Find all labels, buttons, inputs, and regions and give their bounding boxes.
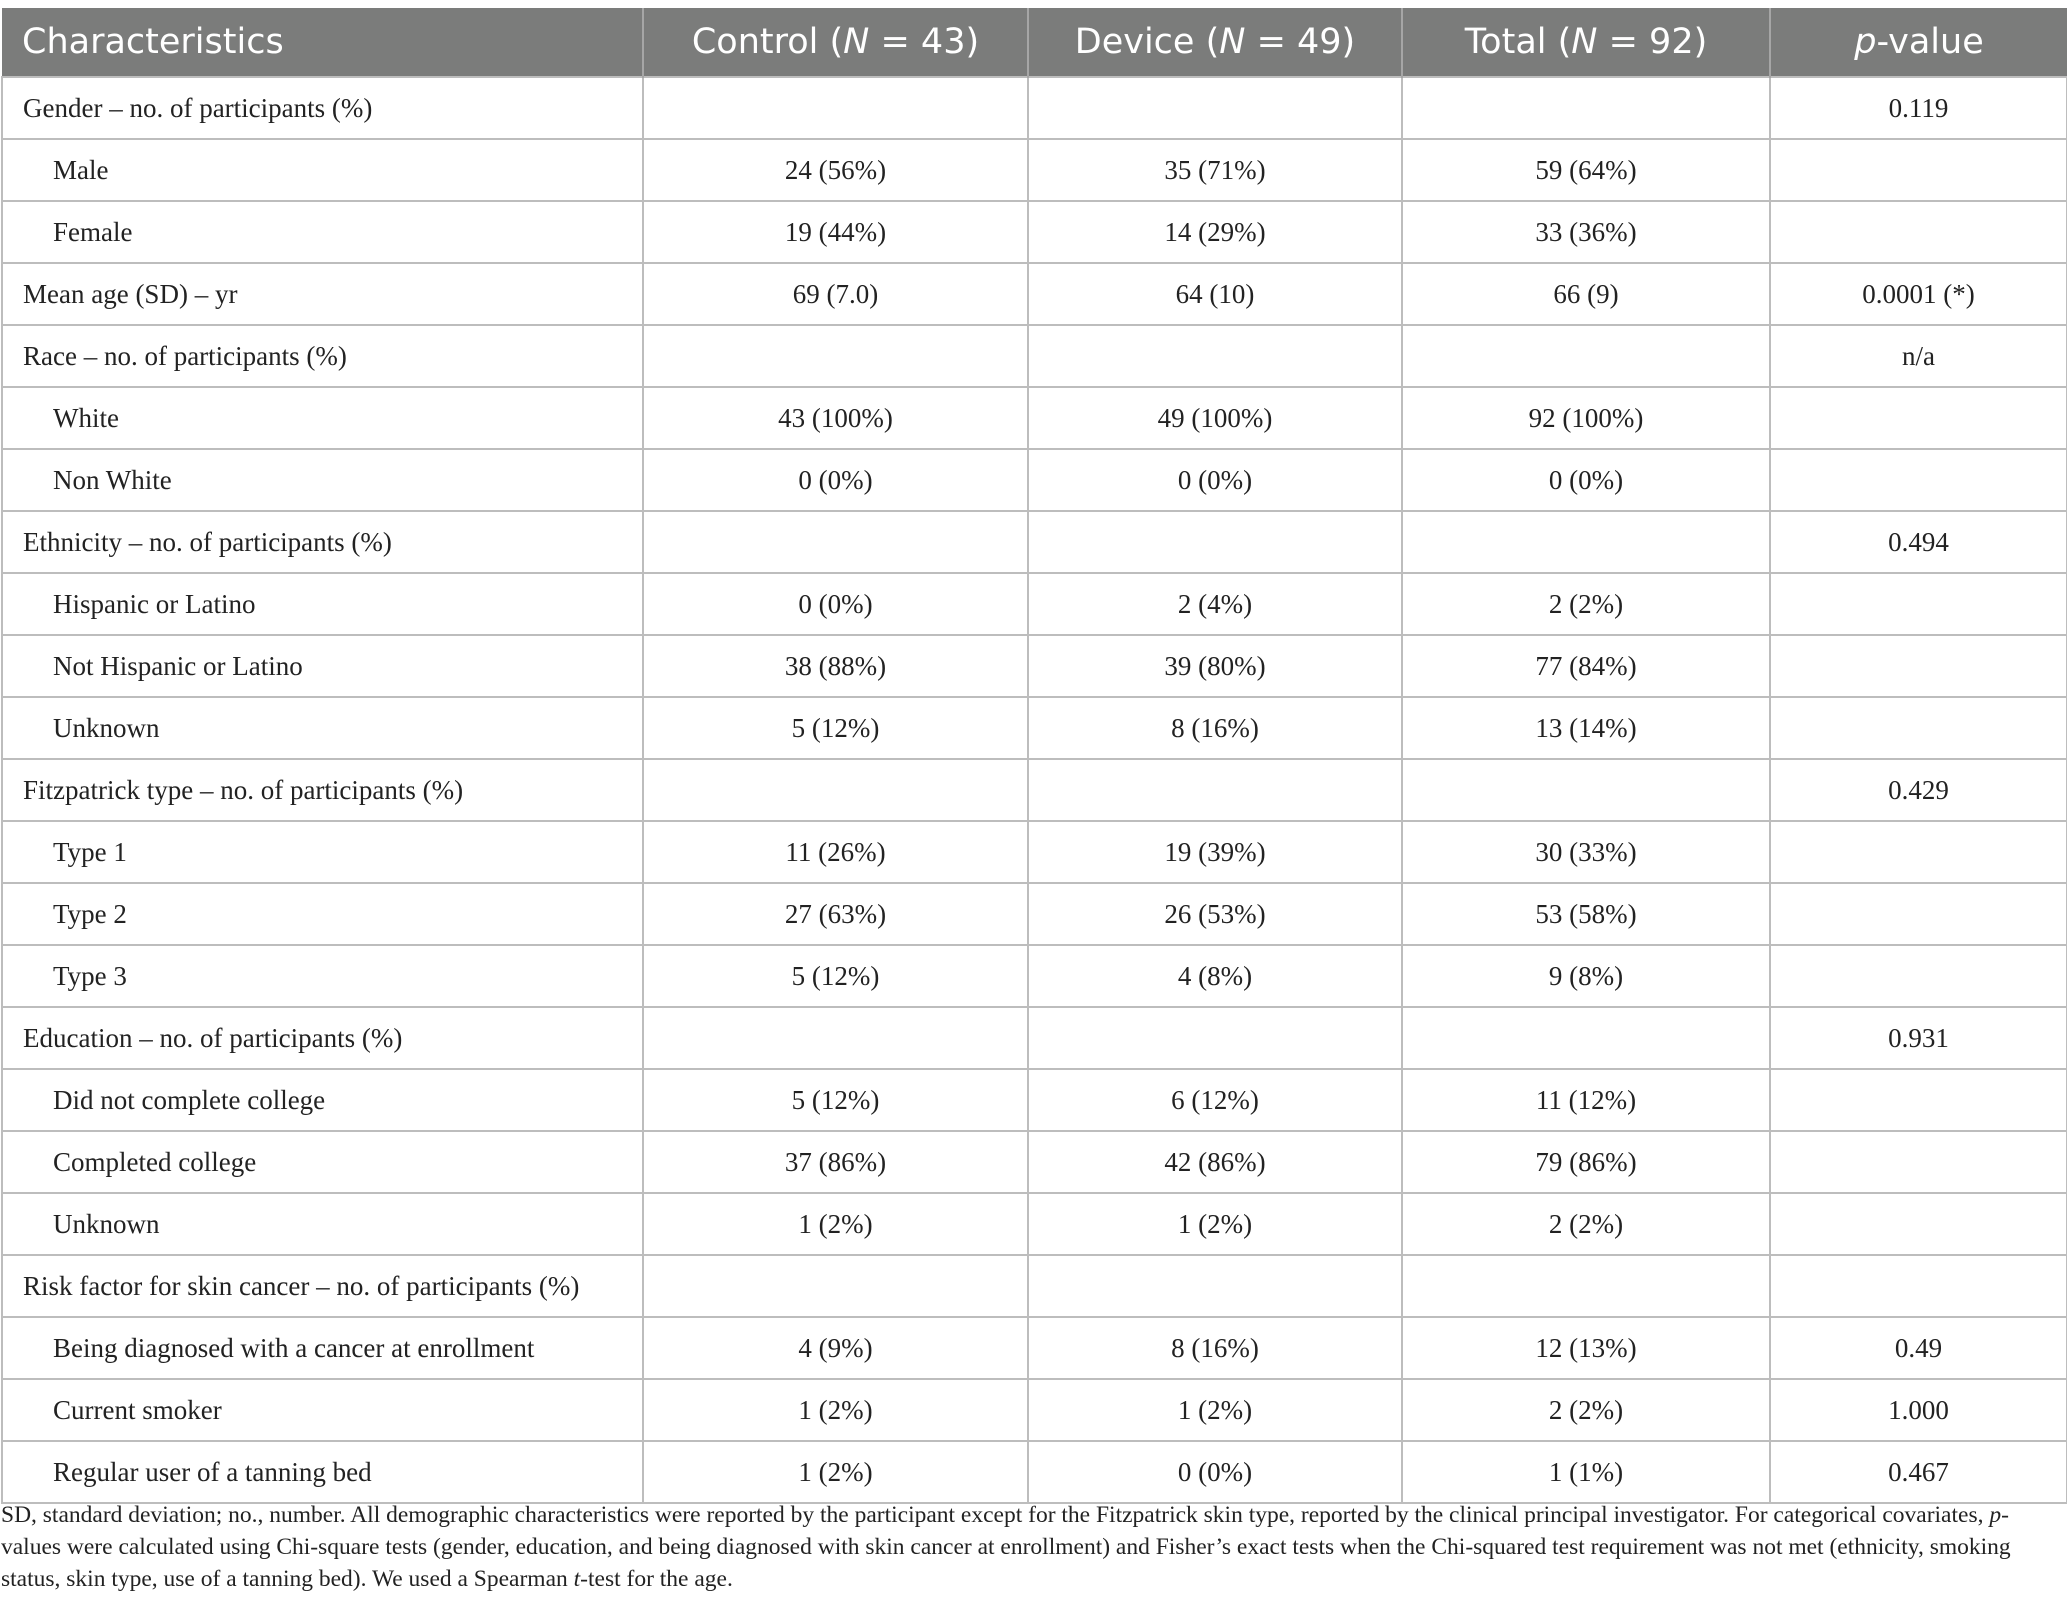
table-row bbox=[2, 263, 2067, 325]
p-value-cell bbox=[1770, 139, 2067, 201]
footnote-part1: SD, standard deviation; no., number. All demographic characteristics were reported by the participant except for the Fitzpatrick skin type, reported by the clinical principal investigator. For categorical covariates, bbox=[1, 1502, 1990, 1528]
table-row bbox=[2, 511, 2067, 573]
row-label: Regular user of a tanning bed bbox=[2, 1441, 643, 1503]
p-value-cell: 0.119 bbox=[1770, 77, 2067, 139]
row-label: Current smoker bbox=[2, 1379, 643, 1441]
total-cell bbox=[1402, 1007, 1770, 1069]
row-label: Non White bbox=[2, 449, 643, 511]
header-device bbox=[1028, 8, 1402, 77]
device-cell: 6 (12%) bbox=[1028, 1069, 1402, 1131]
total-cell: 79 (86%) bbox=[1402, 1131, 1770, 1193]
device-cell bbox=[1028, 1255, 1402, 1317]
p-value-cell bbox=[1770, 449, 2067, 511]
total-cell: 33 (36%) bbox=[1402, 201, 1770, 263]
device-cell: 8 (16%) bbox=[1028, 1317, 1402, 1379]
control-cell: 5 (12%) bbox=[643, 697, 1028, 759]
device-cell: 19 (39%) bbox=[1028, 821, 1402, 883]
total-cell: 59 (64%) bbox=[1402, 139, 1770, 201]
row-label: Type 1 bbox=[2, 821, 643, 883]
device-cell: 2 (4%) bbox=[1028, 573, 1402, 635]
total-cell: 2 (2%) bbox=[1402, 573, 1770, 635]
total-cell bbox=[1402, 759, 1770, 821]
row-label: Gender – no. of participants (%) bbox=[2, 77, 643, 139]
device-cell: 1 (2%) bbox=[1028, 1193, 1402, 1255]
control-cell bbox=[643, 1007, 1028, 1069]
control-cell: 1 (2%) bbox=[643, 1193, 1028, 1255]
row-label: Female bbox=[2, 201, 643, 263]
device-cell: 14 (29%) bbox=[1028, 201, 1402, 263]
table-body bbox=[2, 77, 2067, 1503]
row-label: Did not complete college bbox=[2, 1069, 643, 1131]
p-value-cell: n/a bbox=[1770, 325, 2067, 387]
header-p-italic: p bbox=[1854, 22, 1877, 62]
header-total-prefix: Total ( bbox=[1464, 22, 1572, 62]
p-value-cell: 0.0001 (*) bbox=[1770, 263, 2067, 325]
table-footnote bbox=[1, 1499, 2061, 1595]
device-cell: 35 (71%) bbox=[1028, 139, 1402, 201]
header-device-suffix: = 49) bbox=[1245, 22, 1356, 62]
table-row bbox=[2, 449, 2067, 511]
control-cell: 0 (0%) bbox=[643, 449, 1028, 511]
total-cell bbox=[1402, 325, 1770, 387]
header-total-n: N bbox=[1571, 22, 1598, 62]
table-row bbox=[2, 573, 2067, 635]
row-label: Unknown bbox=[2, 697, 643, 759]
p-value-cell: 0.931 bbox=[1770, 1007, 2067, 1069]
device-cell: 39 (80%) bbox=[1028, 635, 1402, 697]
control-cell: 11 (26%) bbox=[643, 821, 1028, 883]
header-p-suffix: -value bbox=[1876, 22, 1984, 62]
total-cell: 66 (9) bbox=[1402, 263, 1770, 325]
table-header bbox=[2, 8, 2067, 77]
control-cell: 69 (7.0) bbox=[643, 263, 1028, 325]
total-cell: 2 (2%) bbox=[1402, 1193, 1770, 1255]
table-row bbox=[2, 387, 2067, 449]
control-cell bbox=[643, 511, 1028, 573]
p-value-cell bbox=[1770, 387, 2067, 449]
control-cell: 1 (2%) bbox=[643, 1379, 1028, 1441]
row-label: Ethnicity – no. of participants (%) bbox=[2, 511, 643, 573]
footnote-part2: -values were calculated using Chi-square tests (gender, education, and being diagnosed with skin cancer at enrollment) and Fisher’s exact tests when the Chi-squared test requirement was not met (ethnicity, smoking status, skin type, use of a tanning bed). We used a Spearman bbox=[1, 1502, 2011, 1592]
header-control-suffix: = 43) bbox=[869, 22, 980, 62]
control-cell: 38 (88%) bbox=[643, 635, 1028, 697]
total-cell: 13 (14%) bbox=[1402, 697, 1770, 759]
total-cell: 2 (2%) bbox=[1402, 1379, 1770, 1441]
device-cell bbox=[1028, 325, 1402, 387]
p-value-cell bbox=[1770, 821, 2067, 883]
total-cell: 11 (12%) bbox=[1402, 1069, 1770, 1131]
table-row bbox=[2, 1379, 2067, 1441]
row-label: Completed college bbox=[2, 1131, 643, 1193]
device-cell: 0 (0%) bbox=[1028, 449, 1402, 511]
device-cell bbox=[1028, 759, 1402, 821]
row-label: Education – no. of participants (%) bbox=[2, 1007, 643, 1069]
control-cell bbox=[643, 77, 1028, 139]
control-cell: 37 (86%) bbox=[643, 1131, 1028, 1193]
header-total-suffix: = 92) bbox=[1597, 22, 1708, 62]
device-cell bbox=[1028, 511, 1402, 573]
control-cell: 5 (12%) bbox=[643, 1069, 1028, 1131]
row-label: Race – no. of participants (%) bbox=[2, 325, 643, 387]
table-row bbox=[2, 635, 2067, 697]
table-row bbox=[2, 945, 2067, 1007]
row-label: Mean age (SD) – yr bbox=[2, 263, 643, 325]
control-cell bbox=[643, 759, 1028, 821]
header-p-value bbox=[1770, 8, 2067, 77]
row-label: Being diagnosed with a cancer at enrollment bbox=[2, 1317, 643, 1379]
row-label: Male bbox=[2, 139, 643, 201]
p-value-cell bbox=[1770, 883, 2067, 945]
total-cell bbox=[1402, 77, 1770, 139]
p-value-cell bbox=[1770, 1255, 2067, 1317]
table-row bbox=[2, 1193, 2067, 1255]
row-label: Type 3 bbox=[2, 945, 643, 1007]
device-cell: 8 (16%) bbox=[1028, 697, 1402, 759]
p-value-cell: 0.494 bbox=[1770, 511, 2067, 573]
header-device-prefix: Device ( bbox=[1074, 22, 1220, 62]
total-cell: 12 (13%) bbox=[1402, 1317, 1770, 1379]
row-label: Risk factor for skin cancer – no. of participants (%) bbox=[2, 1255, 643, 1317]
control-cell: 19 (44%) bbox=[643, 201, 1028, 263]
control-cell: 27 (63%) bbox=[643, 883, 1028, 945]
total-cell: 77 (84%) bbox=[1402, 635, 1770, 697]
device-cell: 1 (2%) bbox=[1028, 1379, 1402, 1441]
header-row bbox=[2, 8, 2067, 77]
total-cell bbox=[1402, 1255, 1770, 1317]
header-characteristics bbox=[2, 8, 643, 77]
header-total bbox=[1402, 8, 1770, 77]
p-value-cell bbox=[1770, 201, 2067, 263]
p-value-cell: 1.000 bbox=[1770, 1379, 2067, 1441]
total-cell: 30 (33%) bbox=[1402, 821, 1770, 883]
footnote-p-italic: p bbox=[1989, 1502, 2002, 1528]
total-cell bbox=[1402, 511, 1770, 573]
table-row bbox=[2, 883, 2067, 945]
control-cell bbox=[643, 325, 1028, 387]
table-row bbox=[2, 139, 2067, 201]
table-row bbox=[2, 77, 2067, 139]
table-row bbox=[2, 325, 2067, 387]
control-cell: 24 (56%) bbox=[643, 139, 1028, 201]
demographics-table bbox=[1, 8, 2067, 1504]
table-row bbox=[2, 1069, 2067, 1131]
header-characteristics-text: Characteristics bbox=[22, 22, 284, 62]
device-cell: 4 (8%) bbox=[1028, 945, 1402, 1007]
footnote-part3: -test for the age. bbox=[580, 1566, 733, 1592]
table-row bbox=[2, 821, 2067, 883]
header-device-n: N bbox=[1219, 22, 1246, 62]
row-label: Hispanic or Latino bbox=[2, 573, 643, 635]
row-label: Type 2 bbox=[2, 883, 643, 945]
table-row bbox=[2, 1131, 2067, 1193]
p-value-cell bbox=[1770, 573, 2067, 635]
row-label: White bbox=[2, 387, 643, 449]
control-cell: 4 (9%) bbox=[643, 1317, 1028, 1379]
device-cell bbox=[1028, 77, 1402, 139]
p-value-cell: 0.49 bbox=[1770, 1317, 2067, 1379]
p-value-cell: 0.467 bbox=[1770, 1441, 2067, 1503]
control-cell bbox=[643, 1255, 1028, 1317]
table-row bbox=[2, 201, 2067, 263]
control-cell: 43 (100%) bbox=[643, 387, 1028, 449]
table-row bbox=[2, 1317, 2067, 1379]
total-cell: 53 (58%) bbox=[1402, 883, 1770, 945]
p-value-cell bbox=[1770, 697, 2067, 759]
device-cell: 0 (0%) bbox=[1028, 1441, 1402, 1503]
p-value-cell bbox=[1770, 945, 2067, 1007]
header-control bbox=[643, 8, 1028, 77]
device-cell: 49 (100%) bbox=[1028, 387, 1402, 449]
total-cell: 1 (1%) bbox=[1402, 1441, 1770, 1503]
total-cell: 9 (8%) bbox=[1402, 945, 1770, 1007]
row-label: Fitzpatrick type – no. of participants (%) bbox=[2, 759, 643, 821]
table-row bbox=[2, 1255, 2067, 1317]
p-value-cell bbox=[1770, 1131, 2067, 1193]
device-cell: 64 (10) bbox=[1028, 263, 1402, 325]
header-control-n: N bbox=[843, 22, 870, 62]
p-value-cell bbox=[1770, 635, 2067, 697]
device-cell: 26 (53%) bbox=[1028, 883, 1402, 945]
device-cell bbox=[1028, 1007, 1402, 1069]
header-control-prefix: Control ( bbox=[691, 22, 844, 62]
table-row bbox=[2, 1441, 2067, 1503]
table-row bbox=[2, 697, 2067, 759]
p-value-cell bbox=[1770, 1069, 2067, 1131]
row-label: Unknown bbox=[2, 1193, 643, 1255]
p-value-cell bbox=[1770, 1193, 2067, 1255]
device-cell: 42 (86%) bbox=[1028, 1131, 1402, 1193]
row-label: Not Hispanic or Latino bbox=[2, 635, 643, 697]
control-cell: 5 (12%) bbox=[643, 945, 1028, 1007]
table-row bbox=[2, 1007, 2067, 1069]
table-row bbox=[2, 759, 2067, 821]
p-value-cell: 0.429 bbox=[1770, 759, 2067, 821]
control-cell: 0 (0%) bbox=[643, 573, 1028, 635]
total-cell: 0 (0%) bbox=[1402, 449, 1770, 511]
control-cell: 1 (2%) bbox=[643, 1441, 1028, 1503]
footnote-t-italic: t bbox=[573, 1566, 581, 1592]
total-cell: 92 (100%) bbox=[1402, 387, 1770, 449]
